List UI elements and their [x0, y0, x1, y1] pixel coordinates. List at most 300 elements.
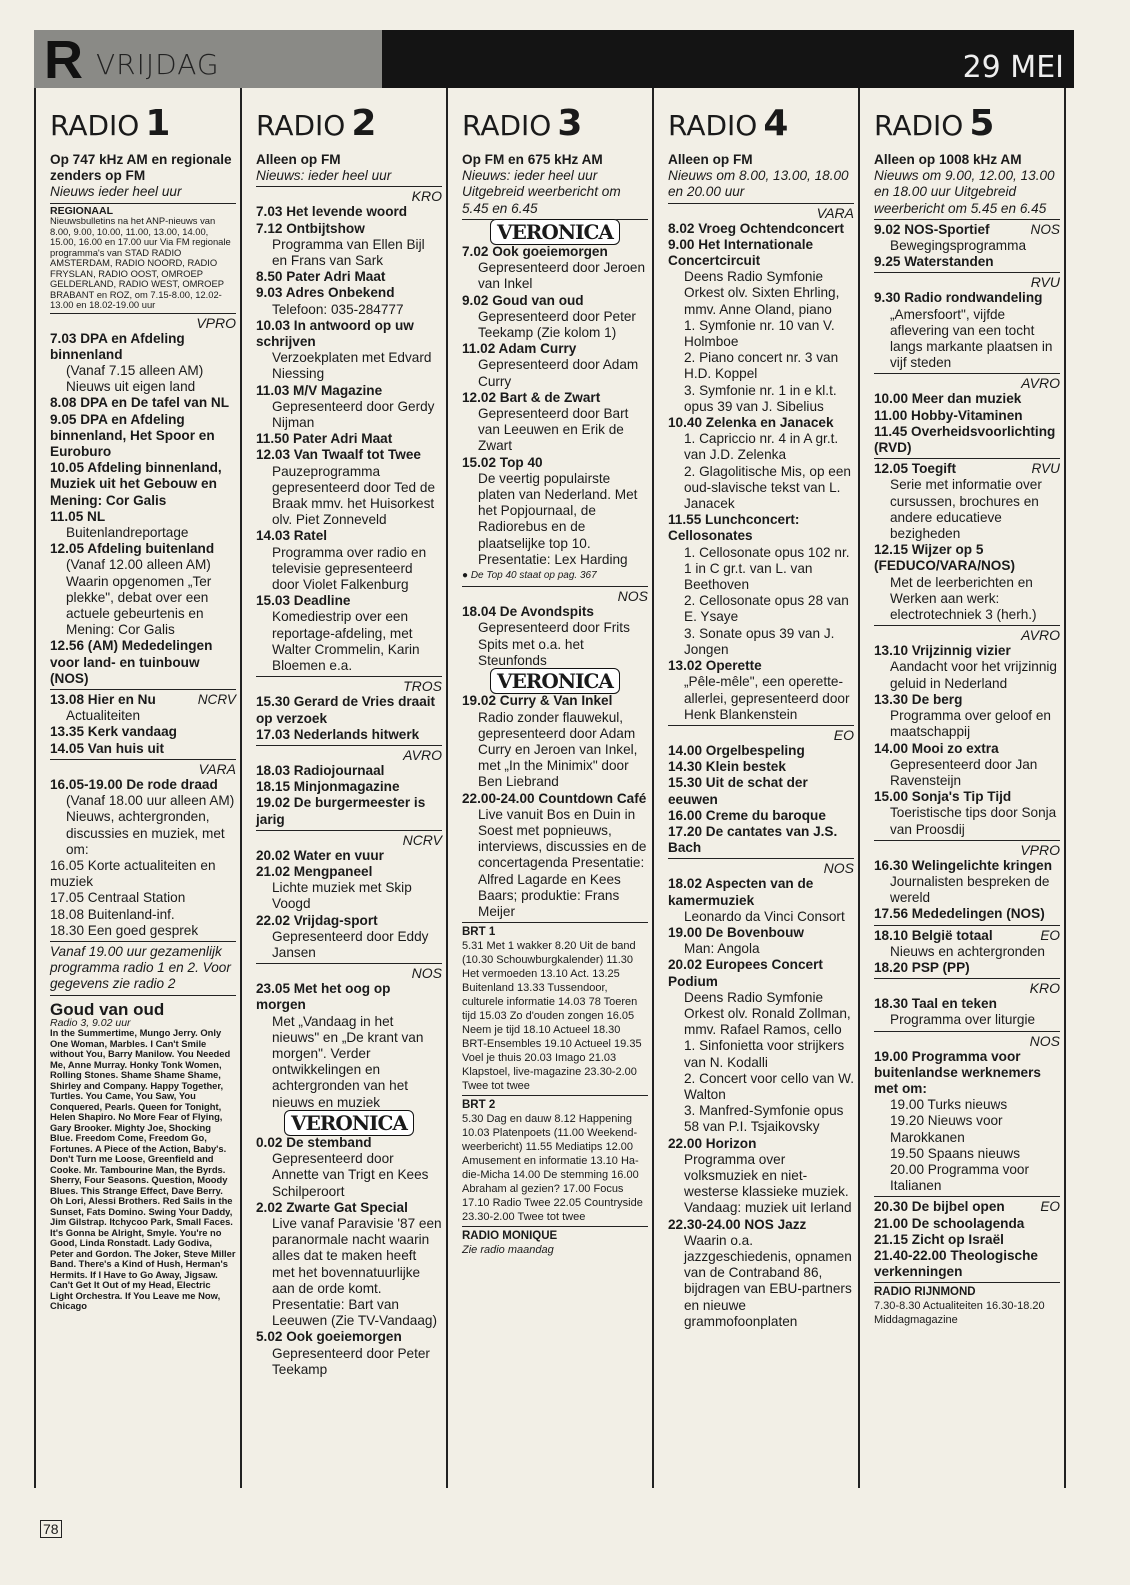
program-title	[874, 461, 1060, 477]
brt2-block	[462, 1098, 648, 1224]
station-title: RADIO	[50, 109, 140, 142]
program-title: 13.30 De berg	[874, 691, 963, 707]
program-desc: Programma over geloof en maatschappij	[890, 708, 1051, 740]
program-title: 11.50 Pater Adri Maat	[256, 431, 393, 447]
program-entry	[462, 693, 648, 790]
program-title: 19.02 De burgermeester is jarig	[256, 795, 426, 827]
program-title: 9.30 Radio rondwandeling	[874, 290, 1043, 306]
program-entry	[668, 1217, 854, 1330]
broadcaster-label: AVRO	[403, 746, 442, 763]
program-entry	[256, 694, 442, 726]
program-title: 11.45 Overheidsvoorlichting (RVD)	[874, 423, 1056, 456]
program-title: 7.03 Het levende woord	[256, 204, 408, 220]
program-desc: Met de leerberichten en Werken aan werk: electrotechniek 3 (herh.)	[890, 574, 1037, 623]
program-desc: 19.50 Spaans nieuws	[890, 1145, 1020, 1161]
program-title-text: 9.02 NOS-Sportief	[874, 221, 990, 237]
divider	[256, 830, 442, 831]
program-entry	[462, 604, 648, 669]
station-title: RADIO	[668, 109, 758, 142]
program-desc: 3. Manfred-Symfonie opus 58 van P.I. Tsjaikovsky	[684, 1103, 844, 1135]
station-header	[462, 104, 648, 144]
program-title: 11.55 Lunchconcert: Cellosonates	[668, 512, 800, 544]
veronica-logo	[462, 219, 648, 244]
veronica-logo-text: VERONICA	[490, 219, 620, 245]
program-entry	[256, 431, 442, 447]
program-title-text: 18.10 België totaal	[874, 927, 993, 943]
program-title: 17.56 Mededelingen (NOS)	[874, 906, 1045, 922]
program-title: 2.02 Zwarte Gat Special	[256, 1199, 408, 1215]
program-desc: Gepresenteerd door Peter Teekamp (Zie kolom 1)	[478, 308, 636, 341]
program-entry	[256, 981, 442, 1111]
program-entry	[256, 204, 442, 220]
program-entry	[50, 412, 236, 461]
program-desc: Gepresenteerd door Adam Curry	[478, 357, 639, 389]
divider	[50, 689, 236, 690]
program-title: 18.20 PSP (PP)	[874, 959, 970, 975]
program-entry	[668, 658, 854, 723]
program-entry	[462, 455, 648, 568]
brt1-text: 5.31 Met 1 wakker 8.20 Uit de band (10.30 Schouwburgkalender) 11.30 Het vermoeden 13.10 Act. 13.25 Buitenland 13.33 Tussendoor, culturele informatie 14.03 78 Toeren tijd 15.03 Zo d'ouden zongen 16.05 Neem je tijd 18.10 Actueel 18.30 BRT-Ensembles 19.10 Actueel 19.35 Voel je thuis 20.03 Imago 21.03 Klapstoel, live-magazine 23.30-2.00 Twee tot twee	[462, 940, 642, 1093]
frequency: Alleen op FM	[256, 152, 341, 167]
program-entry	[874, 906, 1060, 922]
program-entry	[256, 727, 442, 743]
program-desc: Man: Angola	[684, 941, 760, 957]
divider	[668, 725, 854, 726]
program-entry	[256, 447, 442, 528]
frequency: Op FM en 675 kHz AM	[462, 152, 603, 167]
program-entry	[50, 395, 236, 411]
program-entry	[50, 541, 236, 638]
program-entry	[462, 293, 648, 342]
monique-block	[462, 1229, 648, 1257]
program-desc: Gepresenteerd door Jan Ravensteijn	[890, 756, 1038, 788]
station-title: RADIO	[874, 109, 964, 142]
program-desc: „Amersfoort", vijfde aflevering van een tocht langs markante plaatsen in vijf steden	[890, 306, 1053, 371]
regional-text: Nieuwsbulletins na het ANP-nieuws van 8.00, 9.00, 10.00, 11.00, 13.00, 14.00, 15.00, 16.00 en 17.00 uur Via FM regionale programma's van STAD RADIO AMSTERDAM, RADIO NOORD, RADIO FRYSLAN, RADIO OOST, OMROEP GELDERLAND, RADIO WEST, OMROEP BRABANT en ROZ, om 7.15-8.00, 12.02-13.00 en 18.02-19.00 uur	[50, 215, 231, 311]
program-title: 18.04 De Avondspits	[462, 604, 594, 620]
station-number: 2	[351, 103, 377, 144]
broadcaster-label: NOS	[1030, 221, 1060, 237]
page-number: 78	[40, 1520, 62, 1538]
divider	[256, 186, 442, 187]
program-title: 10.03 In antwoord op uw schrijven	[256, 317, 414, 350]
program-entry	[50, 460, 236, 509]
program-desc: 1. Symfonie nr. 10 van V. Holmboe	[684, 317, 835, 350]
broadcaster-label: VARA	[198, 760, 236, 777]
program-title: 19.02 Curry & Van Inkel	[462, 693, 613, 709]
program-title: 9.05 DPA en Afdeling binnenland, Het Spoor en Euroburo	[50, 411, 215, 460]
program-desc: Live vanuit Bos en Duin in Soest met popnieuws, interviews, discussies en de concertagenda Presentatie: Alfred Lagarde en Kees Baars; produktie: Frans Meijer	[478, 806, 647, 919]
program-entry	[256, 383, 442, 432]
program-entry	[874, 643, 1060, 692]
program-title: 14.00 Orgelbespeling	[668, 742, 805, 758]
program-desc: Toeristische tips door Sonja van Proosdij	[890, 805, 1057, 837]
frequency: Alleen op FM	[668, 152, 753, 167]
program-title-text: 13.08 Hier en Nu	[50, 692, 156, 708]
divider	[874, 1196, 1060, 1197]
broadcaster-label: AVRO	[1021, 627, 1060, 644]
tv-guide-page	[34, 30, 1074, 1530]
program-entry	[50, 741, 236, 757]
divider	[874, 373, 1060, 374]
program-title: 19.00 De Bovenbouw	[668, 924, 804, 940]
divider	[874, 458, 1060, 459]
program-title: 22.00 Horizon	[668, 1135, 757, 1151]
station-title: RADIO	[256, 109, 346, 142]
section-letter: R	[44, 30, 83, 90]
program-entry	[256, 1200, 442, 1330]
divider	[874, 272, 1060, 273]
program-title: 15.30 Gerard de Vries draait op verzoek	[256, 694, 436, 726]
program-title: 9.03 Adres Onbekend	[256, 285, 395, 301]
program-entry	[668, 759, 854, 775]
program-desc: Live vanaf Paravisie '87 een paranormale nacht waarin alles dat te maken heeft met het bovennatuurlijke aan de orde komt. Presentatie: Bart van Leeuwen (Zie TV-Vandaag)	[272, 1215, 442, 1329]
brt1-title: BRT 1	[462, 926, 496, 939]
program-title: 15.00 Sonja's Tip Tijd	[874, 789, 1012, 805]
program-entry	[462, 341, 648, 390]
goud-van-oud-sub: Radio 3, 9.02 uur	[50, 1016, 131, 1029]
program-title: 12.56 (AM) Mededelingen voor land- en tuinbouw (NOS)	[50, 638, 213, 686]
program-entry	[874, 424, 1060, 456]
rijnmond-title: RADIO RIJNMOND	[874, 1286, 976, 1299]
program-entry	[874, 996, 1060, 1028]
program-entry	[256, 763, 442, 779]
broadcaster-label: EO	[1040, 927, 1060, 943]
rijnmond-text: 7.30-8.30 Actualiteiten 16.30-18.20 Middagmagazine	[874, 1300, 1045, 1327]
station-intro	[256, 152, 442, 184]
broadcaster-label: NOS	[823, 860, 854, 877]
program-desc: 2. Piano concert nr. 3 van H.D. Koppel	[684, 350, 839, 382]
program-desc: Komediestrip over een reportage-afdeling, met Walter Crommelin, Karin Bloemen e.a.	[272, 609, 420, 674]
program-entry	[256, 269, 442, 285]
program-title: 9.00 Het Internationale Concertcircuit	[668, 236, 814, 269]
program-entry	[256, 285, 442, 317]
divider	[874, 219, 1060, 220]
program-entry	[668, 743, 854, 759]
program-entry	[668, 957, 854, 1135]
broadcaster-label: TROS	[403, 678, 442, 695]
program-title: 9.25 Waterstanden	[874, 254, 994, 270]
divider	[874, 978, 1060, 979]
program-title: 17.20 De cantates van J.S. Bach	[668, 823, 838, 856]
program-title: 8.08 DPA en De tafel van NL	[50, 395, 230, 411]
broadcaster-label: VARA	[816, 204, 854, 221]
radio-3-column	[448, 88, 654, 1488]
program-title: 11.02 Adam Curry	[462, 341, 577, 357]
program-title	[50, 692, 236, 708]
program-desc: 1. Cellosonate opus 102 nr. 1 in C gr.t. van L. van Beethoven	[684, 544, 850, 593]
tv-icon: ●	[462, 570, 469, 582]
program-desc: 19.20 Nieuws voor Marokkanen	[890, 1113, 1003, 1145]
program-title: 20.02 Water en vuur	[256, 847, 384, 863]
goud-van-oud-playlist: In the Summertime, Mungo Jerry. Only One Woman, Marbles. I Can't Smile without You, Barry Manilow. You Needed Me, Anne Murray. Honky Tonk Women, Rolling Stones. Shame Shame Shame, Shirley and Company. Happy Together, Turtles. You Came, You Saw, You Conquered, Pearls. Queen for Tonight, Helen Shapiro. No More Fear of Flying, Gary Brooker. Mighty Joe, Shocking Blue. Freedom Come, Freedom Go, Fortunes. A Piece of the Action, Baby's. Don't Turn me Loose, Greenfield and Cooke. Mr. Tambourine Man, the Byrds. Sherry, Four Seasons. Question, Moody Blues. This Strange Effect, Dave Berry. Oh Lori, Alessi Brothers. Red Sails in the Sunset, Fats Domino. Swing Your Daddy, Jim Gilstrap. Itchycoo Park, Small Faces. It's Gonna be Alright, Smyle. You're no Good, Linda Ronstadt. Lady Godiva, Peter and Gordon. The Joker, Steve Miller Band. There's a Kind of Hush, Herman's Hermits. If I Have to Go Away, Jigsaw. Can't Get It Out of my Head, Electric Light Orchestra. If You Leave me Now, Chicago	[50, 1027, 236, 1312]
program-title: 23.05 Met het oog op morgen	[256, 981, 391, 1013]
program-desc: Radio zonder flauwekul, gepresenteerd door Adam Curry en Jeroen van Inkel, met „In the Minimix" door Ben Liebrand	[478, 709, 638, 790]
goud-van-oud-block	[50, 1018, 236, 1312]
news-info: Nieuws om 8.00, 13.00, 18.00 en 20.00 uur	[668, 168, 849, 200]
radio-1-column	[36, 88, 242, 1488]
program-desc: Gepresenteerd door Peter Teekamp	[272, 1345, 430, 1377]
divider	[50, 203, 236, 204]
broadcaster-label: NOS	[1029, 1032, 1060, 1049]
program-desc: De veertig populairste platen van Nederland. Met het Popjournaal, de Radiorebus en de plaatselijke top 10. Presentatie: Lex Harding	[478, 470, 638, 567]
divider	[256, 745, 442, 746]
monique-text: Zie radio maandag	[462, 1244, 554, 1257]
program-desc: Programma over volksmuziek en niet-westerse klassieke muziek. Vandaag: muziek uit Ierland	[684, 1151, 852, 1216]
program-entry	[874, 692, 1060, 741]
station-number: 4	[763, 103, 789, 144]
program-title: 7.02 Ook goeiemorgen	[462, 244, 608, 260]
program-entry	[256, 1329, 442, 1378]
program-entry	[668, 876, 854, 925]
program-title: 15.30 Uit de schat der eeuwen	[668, 775, 808, 807]
program-desc: (Vanaf 18.00 uur alleen AM) Nieuws, achtergronden, discussies en muziek, met om:	[66, 793, 235, 857]
monique-title: RADIO MONIQUE	[462, 1230, 558, 1243]
rijnmond-block	[874, 1285, 1060, 1327]
program-entry	[874, 461, 1060, 542]
program-title: 15.02 Top 40	[462, 454, 543, 470]
program-entry	[50, 638, 236, 687]
divider	[874, 840, 1060, 841]
program-entry	[668, 512, 854, 658]
program-title	[874, 222, 1060, 238]
program-title: 22.30-24.00 NOS Jazz	[668, 1216, 807, 1232]
station-number: 1	[145, 103, 171, 144]
program-desc: Gepresenteerd door Bart van Leeuwen en Erik de Zwart	[478, 406, 629, 454]
program-desc: 2. Concert voor cello van W. Walton	[684, 1070, 854, 1102]
program-title: 19.00 Programma voor buitenlandse werknemers met om:	[874, 1048, 1041, 1096]
program-entry	[462, 791, 648, 921]
program-title: 12.03 Van Twaalf tot Twee	[256, 447, 421, 463]
program-title: 18.02 Aspecten van de kamermuziek	[668, 876, 814, 908]
sub-item: 18.30 Een goed gesprek	[50, 922, 199, 938]
program-entry	[256, 913, 442, 962]
program-desc: Gepresenteerd door Annette van Trigt en Kees Schilperoort	[272, 1151, 429, 1199]
goud-van-oud-title: Goud van oud	[50, 999, 165, 1019]
program-title: 16.30 Welingelichte kringen	[874, 857, 1053, 873]
station-header	[256, 104, 442, 144]
program-entry	[874, 858, 1060, 907]
station-intro	[668, 152, 854, 201]
program-title: 12.15 Wijzer op 5 (FEDUCO/VARA/NOS)	[874, 542, 1015, 574]
broadcaster-label: VPRO	[1020, 841, 1060, 858]
program-entry	[256, 1135, 442, 1200]
divider	[50, 941, 236, 942]
veronica-logo-text: VERONICA	[490, 668, 620, 694]
station-intro	[874, 152, 1060, 217]
regional-title: REGIONAAL	[50, 204, 113, 217]
program-entry	[668, 925, 854, 957]
program-entry	[874, 1199, 1060, 1215]
divider	[256, 963, 442, 964]
program-entry	[874, 254, 1060, 270]
broadcaster-label: NOS	[617, 588, 648, 605]
program-desc: Lichte muziek met Skip Voogd	[272, 880, 412, 912]
brt1-block	[462, 925, 648, 1093]
divider	[668, 203, 854, 204]
program-entry	[874, 391, 1060, 407]
broadcaster-label: NCRV	[402, 831, 442, 848]
program-desc: Journalisten bespreken de wereld	[890, 873, 1050, 906]
program-title: 22.00-24.00 Countdown Café	[462, 790, 647, 806]
broadcaster-label: VPRO	[196, 314, 236, 331]
program-title: 10.00 Meer dan muziek	[874, 391, 1022, 407]
program-entry	[256, 528, 442, 593]
program-entry	[874, 1232, 1060, 1248]
program-entry	[50, 724, 236, 740]
program-desc: Buitenlandreportage	[66, 525, 189, 541]
program-title: 22.02 Vrijdag-sport	[256, 912, 378, 928]
program-desc: Actualiteiten	[66, 708, 141, 724]
program-desc: Nieuws en achtergronden	[890, 943, 1045, 959]
station-header	[874, 104, 1060, 144]
news-info: Nieuws om 9.00, 12.00, 13.00 en 18.00 uur Uitgebreid weerbericht om 5.45 en 6.45	[874, 168, 1055, 216]
station-header	[50, 104, 236, 144]
program-desc: 19.00 Turks nieuws	[890, 1097, 1008, 1113]
program-entry	[50, 509, 236, 541]
program-entry	[874, 1216, 1060, 1232]
program-entry	[256, 848, 442, 864]
news-info: Nieuws: ieder heel uur Uitgebreid weerbericht om 5.45 en 6.45	[462, 168, 621, 216]
program-desc: Met „Vandaag in het nieuws" en „De krant van morgen". Verder ontwikkelingen en achtergronden van het nieuws en muziek	[272, 1013, 424, 1110]
program-title: 8.02 Vroeg Ochtendconcert	[668, 220, 845, 236]
program-title: 16.05-19.00 De rode draad	[50, 776, 218, 792]
program-desc: Deens Radio Symfonie Orkest olv. Ronald Zollman, mmv. Rafael Ramos, cello	[684, 989, 851, 1038]
program-entry	[50, 331, 236, 396]
program-desc: 3. Symfonie nr. 1 in e kl.t. opus 39 van J. Sibelius	[684, 382, 837, 414]
divider	[462, 922, 648, 923]
broadcaster-label: RVU	[1030, 274, 1060, 291]
program-title: 16.00 Creme du baroque	[668, 807, 826, 823]
program-title: 18.03 Radiojournaal	[256, 762, 385, 778]
program-title: 18.30 Taal en teken	[874, 996, 997, 1012]
program-entry	[256, 318, 442, 383]
divider	[462, 1226, 648, 1227]
sub-item: 18.08 Buitenland-inf.	[50, 906, 175, 922]
program-title: 12.02 Bart & de Zwart	[462, 389, 601, 405]
program-entry	[462, 244, 648, 293]
program-title	[874, 928, 1060, 944]
program-desc: Pauzeprogramma gepresenteerd door Ted de Braak mmv. het Huisorkest olv. Piet Zonneveld	[272, 463, 435, 528]
program-entry	[668, 775, 854, 807]
divider	[256, 676, 442, 677]
brt2-text: 5.30 Dag en dauw 8.12 Happening 10.03 Platenpoets (11.00 Weekend-weerbericht) 11.55 Mediatips 12.00 Amusement en informatie 13.10 Ha-die-Micha 14.00 De stemming 16.00 Abraham al gezien? 17.00 Focus 17.10 Radio Twee 22.05 Countryside 23.30-2.00 Twee tot twee	[462, 1113, 643, 1224]
program-desc: Programma over radio en televisie gepresenteerd door Violet Falkenburg	[272, 544, 427, 593]
brt2-title: BRT 2	[462, 1099, 496, 1112]
program-title: 17.03 Nederlands hitwerk	[256, 726, 420, 742]
program-title-text: 12.05 Toegift	[874, 461, 957, 477]
station-intro	[50, 152, 236, 201]
program-title: 21.15 Zicht op Israël	[874, 1231, 1004, 1247]
program-title: 11.03 M/V Magazine	[256, 382, 383, 398]
radio-5-column	[860, 88, 1066, 1488]
divider	[874, 1282, 1060, 1283]
divider	[874, 625, 1060, 626]
program-entry	[256, 779, 442, 795]
veronica-logo-text: VERONICA	[284, 1110, 414, 1136]
program-title-text: 20.30 De bijbel open	[874, 1199, 1005, 1215]
radio-4-column	[654, 88, 860, 1488]
program-title: 0.02 De stemband	[256, 1134, 372, 1150]
program-entry	[668, 237, 854, 415]
program-entry	[874, 222, 1060, 254]
program-desc: Programma over liturgie	[890, 1012, 1036, 1028]
note: Vanaf 19.00 uur gezamenlijk programma radio 1 en 2. Voor gegevens zie radio 2	[50, 943, 231, 992]
program-title: 21.40-22.00 Theologische verkenningen	[874, 1247, 1038, 1280]
program-entry	[462, 390, 648, 455]
program-entry	[668, 221, 854, 237]
program-title: 14.03 Ratel	[256, 528, 328, 544]
program-entry	[668, 415, 854, 512]
program-title: 10.40 Zelenka en Janacek	[668, 415, 834, 431]
program-desc: 1. Capriccio nr. 4 in A gr.t. van J.D. Zelenka	[684, 431, 839, 463]
divider	[50, 759, 236, 760]
program-desc: Programma van Ellen Bijl en Frans van Sark	[272, 236, 425, 269]
program-entry	[256, 864, 442, 913]
broadcaster-label: KRO	[1029, 980, 1060, 997]
program-desc: Gepresenteerd door Frits Spits met o.a. het Steunfonds	[478, 620, 630, 668]
program-title: 12.05 Afdeling buitenland	[50, 541, 215, 557]
schedule-columns	[34, 88, 1076, 1488]
program-desc: 2. Glagolitische Mis, op een oud-slavische tekst van L. Janacek	[684, 463, 851, 512]
program-entry	[668, 808, 854, 824]
program-title: 8.50 Pater Adri Maat	[256, 269, 386, 285]
program-entry	[256, 221, 442, 270]
program-title: 9.02 Goud van oud	[462, 292, 584, 308]
station-number: 5	[969, 103, 995, 144]
radio-2-column	[242, 88, 448, 1488]
program-desc: Gepresenteerd door Jeroen van Inkel	[478, 260, 646, 292]
divider	[462, 586, 648, 587]
program-entry	[256, 593, 442, 674]
program-desc: (Vanaf 12.00 alleen AM) Waarin opgenomen „Ter plekke", debat over een actuele gebeurtenis en Mening: Cor Galis	[66, 557, 212, 638]
top40-note	[462, 568, 648, 584]
program-desc: 3. Sonate opus 39 van J. Jongen	[684, 625, 835, 657]
program-entry	[668, 824, 854, 856]
veronica-logo	[462, 669, 648, 694]
day-banner	[34, 30, 1074, 88]
program-entry	[668, 1136, 854, 1217]
program-desc: 2. Cellosonate opus 28 van E. Ysaye	[684, 593, 849, 625]
station-intro	[462, 152, 648, 217]
program-entry	[256, 795, 442, 827]
program-title: 10.05 Afdeling binnenland, Muziek uit het Gebouw en Mening: Cor Galis	[50, 460, 222, 508]
broadcaster-label: AVRO	[1021, 375, 1060, 392]
program-title: 15.03 Deadline	[256, 593, 351, 609]
program-entry	[874, 960, 1060, 976]
divider	[50, 995, 236, 996]
divider	[874, 925, 1060, 926]
top40-note-text: De Top 40 staat op pag. 367	[470, 570, 597, 582]
program-entry	[50, 692, 236, 724]
program-title: 18.15 Minjonmagazine	[256, 779, 400, 795]
station-number: 3	[557, 103, 583, 144]
program-desc: Leonardo da Vinci Consort	[684, 908, 845, 924]
program-entry	[874, 741, 1060, 790]
program-desc: Serie met informatie over cursussen, brochures en andere educatieve bezigheden	[890, 477, 1042, 542]
broadcaster-label: NCRV	[197, 692, 236, 708]
veronica-logo	[256, 1110, 442, 1135]
program-entry	[874, 1049, 1060, 1195]
program-desc: Aandacht voor het vrijzinnig geluid in Nederland	[890, 659, 1057, 691]
program-title: 14.30 Klein bestek	[668, 759, 786, 775]
station-header	[668, 104, 854, 144]
program-title: 13.02 Operette	[668, 658, 762, 674]
program-desc: „Pêle-mêle", een operette-allerlei, gepresenteerd door Henk Blankenstein	[684, 674, 850, 722]
program-desc: Waarin o.a. jazzgeschiedenis, opnamen van de Contraband 86, bijdragen van EBU-partners en nieuwe grammofoonplaten	[684, 1232, 852, 1329]
program-title: 11.00 Hobby-Vitaminen	[874, 407, 1023, 423]
program-title: 14.00 Mooi zo extra	[874, 740, 999, 756]
